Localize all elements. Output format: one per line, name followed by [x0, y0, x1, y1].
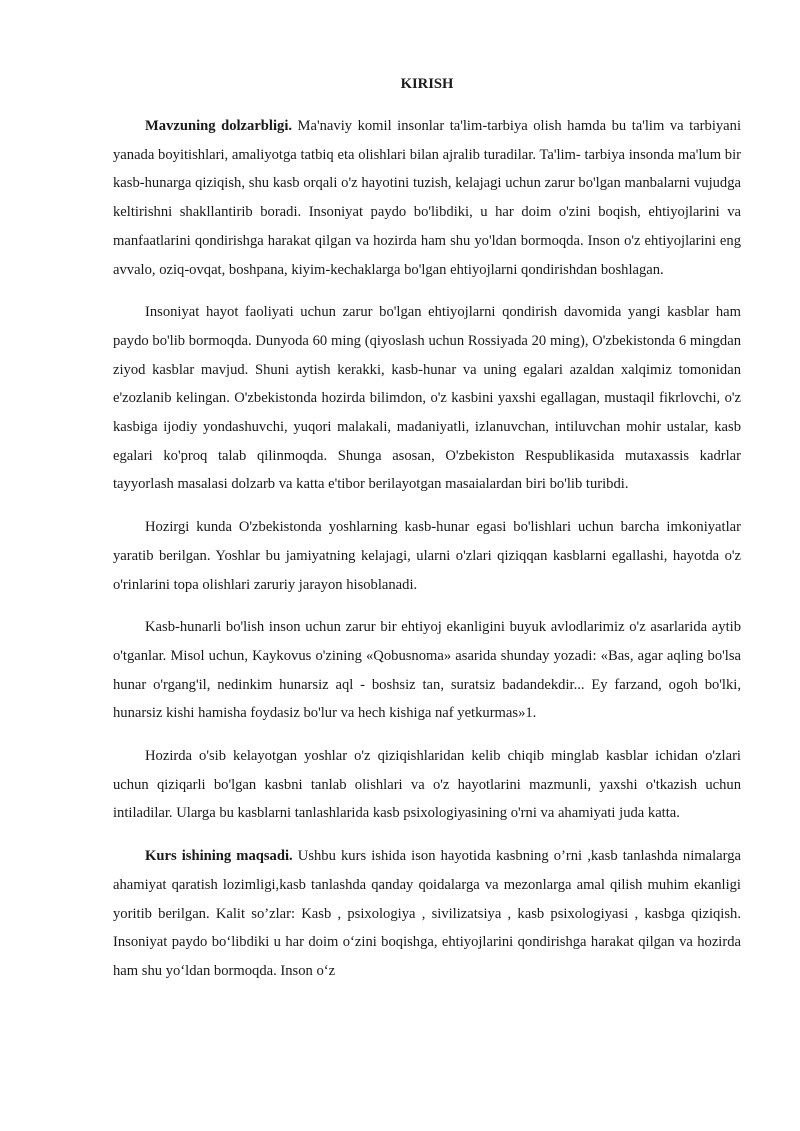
paragraph-text: Hozirda o'sib kelayotgan yoshlar o'z qiziqishlaridan kelib chiqib minglab kasblar ichidan o'zlari uchun qiziqarli bo'lgan kasbni tanlab olishlari va o'z hayotlarini mazmunli, yaxshi o'tkazish uchun intiladilar. Ularga bu kasblarni tanlashlarida kasb psixologiyasining o'rni va ahamiyati juda katta.: [113, 748, 741, 822]
paragraph-text: Kasb-hunarli bo'lish inson uchun zarur bir ehtiyoj ekanligini buyuk avlodlarimiz o'z asarlarida aytib o'tganlar. Misol uchun, Kaykovus o'zining «Qobusnoma» asarida shunday yozadi: «Bas, agar aqling bo'lsa hunar o'rgang'il, nedinkim hunarsiz aql - boshsiz tan, suratsiz badandekdir... Ey farzand, ogoh bo'lki, hunarsiz kishi hamisha foydasiz bo'lur va hech kishiga naf yetkurmas»1.: [113, 619, 741, 722]
paragraph-lead: Mavzuning dolzarbligi.: [145, 118, 293, 134]
paragraph-lead: Kurs ishining maqsadi.: [145, 848, 293, 865]
paragraph-body: [113, 613, 741, 728]
paragraph-text: Hozirgi kunda O'zbekistonda yoshlarning kasb-hunar egasi bo'lishlari uchun barcha imkoniyatlar yaratib berilgan. Yoshlar bu jamiyatning kelajagi, ularni o'zlari qiziqqan kasblarni egallashi, hayotda o'z o'rinlarini topa olishlari zaruriy jarayon hisoblanadi.: [113, 519, 741, 593]
paragraph-relevance: [113, 112, 741, 284]
paragraph-body: [113, 513, 741, 599]
paragraph-text: Ushbu kurs ishida ison hayotida kasbning o’rni ,kasb tanlashda nimalarga ahamiyat qaratish lozimligi,kasb tanlashda qanday qoidalarga va mezonlarga amal qilish muhim ekanligi yoritib berilgan. Kalit so’zlar: Kasb , psixologiya , sivilizatsiya , kasb psixologiyasi , kasbga qiziqish. Insoniyat paydo bo‘libdiki u har doim o‘zini boqishga, ehtiyojlarini qondirishga harakat qilgan va hozirda ham shu yo‘ldan bormoqda. Inson o‘z: [113, 848, 742, 979]
paragraph-body: [113, 742, 741, 828]
paragraph-text: Insoniyat hayot faoliyati uchun zarur bo'lgan ehtiyojlarni qondirish davomida yangi kasblar ham paydo bo'lib bormoqda. Dunyoda 60 ming (qiyoslash uchun Rossiyada 20 ming), O'zbekistonda 6 mingdan ziyod kasblar mavjud. Shuni aytish kerakki, kasb-hunar va uning egalari azaldan xalqimiz tomonidan e'zozlanib kelingan. O'zbekistonda hozirda bilimdon, o'z kasbini yaxshi egallagan, mustaqil fikrlovchi, o'z kasbiga ijodiy yondashuvchi, yuqori malakali, madaniyatli, izlanuvchan, intiluvchan mohir ustalar, kasb egalari ko'proq talab qilinmoqda. Shunga asosan, O'zbekiston Respublikasida mutaxassis kadrlar tayyorlash masalasi dolzarb va katta e'tibor berilayotgan masaialardan biri bo'lib turibdi.: [113, 304, 741, 493]
page-heading: KIRISH: [400, 76, 454, 92]
paragraph-goal: [113, 842, 741, 986]
paragraph-text: Ma'naviy komil insonlar ta'lim-tarbiya olish hamda bu ta'lim va tarbiyani yanada boyitishlari, amaliyotga tatbiq eta olishlari bilan ajralib turadilar. Ta'lim- tarbiya insonda ma'lum bir kasb-hunarga qiziqish, shu kasb orqali o'z hayotini tuzish, kelajagi uchun zarur bo'lgan manbalarni vujudga keltirishni shakllantirib boradi. Insoniyat paydo bo'libdiki, u har doim o'zini boqish, ehtiyojlarini va manfaatlarini qondirishga harakat qilgan va hozirda ham shu yo'ldan bormoqda. Inson o'z ehtiyojlarini eng avvalo, oziq-ovqat, boshpana, kiyim-kechaklarga bo'lgan ehtiyojlarni qondirishdan boshlagan.: [113, 118, 742, 278]
paragraph-body: [113, 298, 741, 499]
document-page: [113, 73, 741, 1000]
